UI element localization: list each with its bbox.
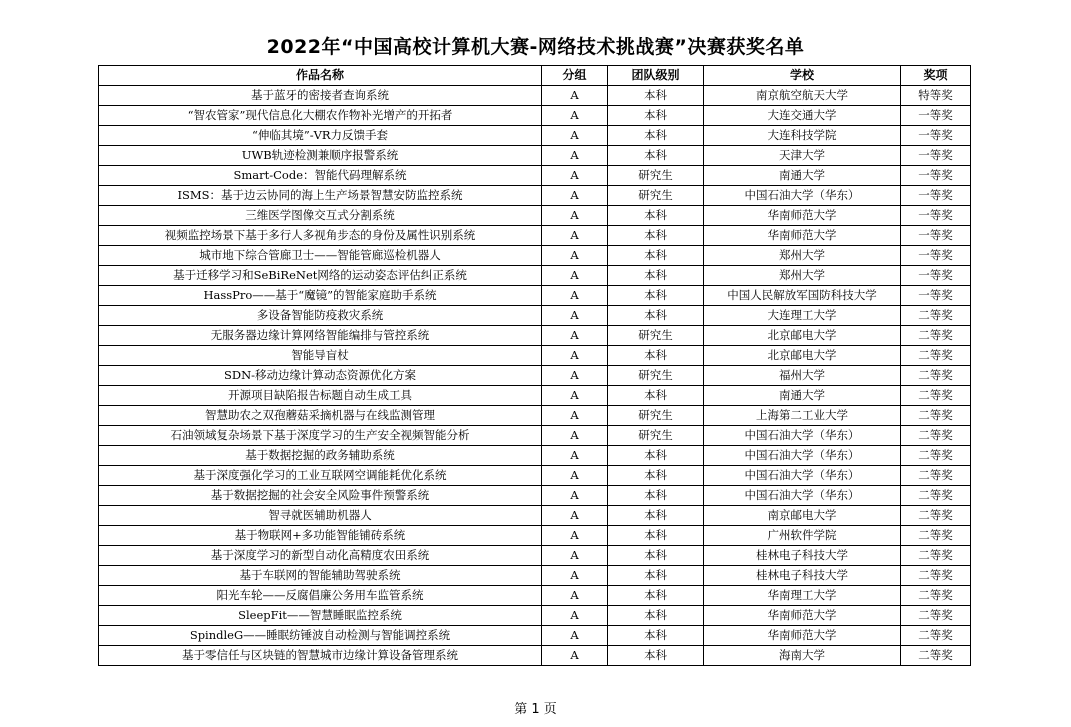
group-cell: A bbox=[542, 566, 608, 586]
award-cell: 特等奖 bbox=[901, 86, 971, 106]
award-cell: 一等奖 bbox=[901, 166, 971, 186]
school-cell: 南京航空航天大学 bbox=[704, 86, 901, 106]
award-cell: 二等奖 bbox=[901, 646, 971, 666]
project-name-cell: 无服务器边缘计算网络智能编排与管控系统 bbox=[99, 326, 542, 346]
table-row bbox=[99, 126, 971, 146]
awards-table bbox=[98, 65, 971, 666]
group-cell: A bbox=[542, 326, 608, 346]
table-row bbox=[99, 306, 971, 326]
school-cell: 中国石油大学（华东） bbox=[704, 446, 901, 466]
team-level-cell: 本科 bbox=[608, 306, 704, 326]
school-cell: 桂林电子科技大学 bbox=[704, 566, 901, 586]
header-team-level: 团队级别 bbox=[608, 66, 704, 86]
group-cell: A bbox=[542, 306, 608, 326]
award-cell: 二等奖 bbox=[901, 626, 971, 646]
team-level-cell: 本科 bbox=[608, 566, 704, 586]
school-cell: 华南师范大学 bbox=[704, 606, 901, 626]
award-cell: 一等奖 bbox=[901, 126, 971, 146]
award-cell: 二等奖 bbox=[901, 406, 971, 426]
award-cell: 二等奖 bbox=[901, 306, 971, 326]
award-cell: 一等奖 bbox=[901, 246, 971, 266]
school-cell: 海南大学 bbox=[704, 646, 901, 666]
project-name-cell: 多设备智能防疫救灾系统 bbox=[99, 306, 542, 326]
table-row bbox=[99, 146, 971, 166]
group-cell: A bbox=[542, 606, 608, 626]
group-cell: A bbox=[542, 526, 608, 546]
table-row bbox=[99, 346, 971, 366]
team-level-cell: 研究生 bbox=[608, 186, 704, 206]
group-cell: A bbox=[542, 446, 608, 466]
group-cell: A bbox=[542, 286, 608, 306]
project-name-cell: UWB轨迹检测兼顺序报警系统 bbox=[99, 146, 542, 166]
group-cell: A bbox=[542, 266, 608, 286]
award-cell: 二等奖 bbox=[901, 366, 971, 386]
team-level-cell: 研究生 bbox=[608, 426, 704, 446]
group-cell: A bbox=[542, 226, 608, 246]
school-cell: 华南师范大学 bbox=[704, 626, 901, 646]
group-cell: A bbox=[542, 166, 608, 186]
team-level-cell: 本科 bbox=[608, 226, 704, 246]
school-cell: 大连交通大学 bbox=[704, 106, 901, 126]
school-cell: 华南师范大学 bbox=[704, 206, 901, 226]
group-cell: A bbox=[542, 646, 608, 666]
table-row bbox=[99, 566, 971, 586]
table-row bbox=[99, 646, 971, 666]
award-cell: 二等奖 bbox=[901, 546, 971, 566]
team-level-cell: 研究生 bbox=[608, 326, 704, 346]
project-name-cell: 基于蓝牙的密接者查询系统 bbox=[99, 86, 542, 106]
table-row bbox=[99, 226, 971, 246]
award-cell: 一等奖 bbox=[901, 266, 971, 286]
team-level-cell: 本科 bbox=[608, 126, 704, 146]
project-name-cell: 基于迁移学习和SeBiReNet网络的运动姿态评估纠正系统 bbox=[99, 266, 542, 286]
project-name-cell: 视频监控场景下基于多行人多视角步态的身份及属性识别系统 bbox=[99, 226, 542, 246]
header-school: 学校 bbox=[704, 66, 901, 86]
school-cell: 郑州大学 bbox=[704, 266, 901, 286]
header-group: 分组 bbox=[542, 66, 608, 86]
project-name-cell: “伸临其境”-VR力反馈手套 bbox=[99, 126, 542, 146]
table-row bbox=[99, 426, 971, 446]
school-cell: 中国石油大学（华东） bbox=[704, 486, 901, 506]
school-cell: 天津大学 bbox=[704, 146, 901, 166]
award-cell: 二等奖 bbox=[901, 446, 971, 466]
team-level-cell: 本科 bbox=[608, 586, 704, 606]
team-level-cell: 本科 bbox=[608, 266, 704, 286]
school-cell: 郑州大学 bbox=[704, 246, 901, 266]
project-name-cell: 阳光车轮——反腐倡廉公务用车监管系统 bbox=[99, 586, 542, 606]
group-cell: A bbox=[542, 346, 608, 366]
table-row bbox=[99, 606, 971, 626]
project-name-cell: 城市地下综合管廊卫士——智能管廊巡检机器人 bbox=[99, 246, 542, 266]
award-cell: 一等奖 bbox=[901, 186, 971, 206]
award-cell: 一等奖 bbox=[901, 206, 971, 226]
table-row bbox=[99, 106, 971, 126]
team-level-cell: 本科 bbox=[608, 446, 704, 466]
table-header-row bbox=[99, 66, 971, 86]
award-cell: 二等奖 bbox=[901, 386, 971, 406]
award-cell: 二等奖 bbox=[901, 566, 971, 586]
school-cell: 南通大学 bbox=[704, 386, 901, 406]
school-cell: 桂林电子科技大学 bbox=[704, 546, 901, 566]
team-level-cell: 本科 bbox=[608, 146, 704, 166]
group-cell: A bbox=[542, 146, 608, 166]
team-level-cell: 本科 bbox=[608, 646, 704, 666]
group-cell: A bbox=[542, 426, 608, 446]
team-level-cell: 本科 bbox=[608, 606, 704, 626]
group-cell: A bbox=[542, 86, 608, 106]
school-cell: 南京邮电大学 bbox=[704, 506, 901, 526]
school-cell: 大连科技学院 bbox=[704, 126, 901, 146]
group-cell: A bbox=[542, 206, 608, 226]
team-level-cell: 本科 bbox=[608, 106, 704, 126]
table-row bbox=[99, 186, 971, 206]
award-cell: 二等奖 bbox=[901, 466, 971, 486]
table-row bbox=[99, 366, 971, 386]
table-row bbox=[99, 206, 971, 226]
table-row bbox=[99, 506, 971, 526]
table-row bbox=[99, 166, 971, 186]
project-name-cell: 基于物联网+多功能智能铺砖系统 bbox=[99, 526, 542, 546]
school-cell: 南通大学 bbox=[704, 166, 901, 186]
project-name-cell: 基于深度强化学习的工业互联网空调能耗优化系统 bbox=[99, 466, 542, 486]
project-name-cell: 基于车联网的智能辅助驾驶系统 bbox=[99, 566, 542, 586]
team-level-cell: 本科 bbox=[608, 626, 704, 646]
table-body bbox=[99, 86, 971, 666]
team-level-cell: 本科 bbox=[608, 346, 704, 366]
project-name-cell: HassPro——基于“魔镜”的智能家庭助手系统 bbox=[99, 286, 542, 306]
project-name-cell: 开源项目缺陷报告标题自动生成工具 bbox=[99, 386, 542, 406]
award-cell: 一等奖 bbox=[901, 226, 971, 246]
project-name-cell: 智能导盲杖 bbox=[99, 346, 542, 366]
group-cell: A bbox=[542, 406, 608, 426]
school-cell: 北京邮电大学 bbox=[704, 326, 901, 346]
project-name-cell: 基于零信任与区块链的智慧城市边缘计算设备管理系统 bbox=[99, 646, 542, 666]
team-level-cell: 研究生 bbox=[608, 166, 704, 186]
school-cell: 中国石油大学（华东） bbox=[704, 466, 901, 486]
school-cell: 大连理工大学 bbox=[704, 306, 901, 326]
table-row bbox=[99, 326, 971, 346]
group-cell: A bbox=[542, 506, 608, 526]
table-row bbox=[99, 626, 971, 646]
school-cell: 福州大学 bbox=[704, 366, 901, 386]
group-cell: A bbox=[542, 366, 608, 386]
team-level-cell: 本科 bbox=[608, 526, 704, 546]
project-name-cell: SDN-移动边缘计算动态资源优化方案 bbox=[99, 366, 542, 386]
table-row bbox=[99, 586, 971, 606]
team-level-cell: 研究生 bbox=[608, 406, 704, 426]
award-cell: 一等奖 bbox=[901, 146, 971, 166]
table-row bbox=[99, 386, 971, 406]
school-cell: 华南师范大学 bbox=[704, 226, 901, 246]
table-row bbox=[99, 246, 971, 266]
project-name-cell: 石油领域复杂场景下基于深度学习的生产安全视频智能分析 bbox=[99, 426, 542, 446]
award-cell: 二等奖 bbox=[901, 586, 971, 606]
award-cell: 二等奖 bbox=[901, 606, 971, 626]
team-level-cell: 本科 bbox=[608, 206, 704, 226]
group-cell: A bbox=[542, 586, 608, 606]
project-name-cell: SpindleG——睡眠纺锤波自动检测与智能调控系统 bbox=[99, 626, 542, 646]
project-name-cell: 智慧助农之双孢蘑菇采摘机器与在线监测管理 bbox=[99, 406, 542, 426]
page-title: 2022年“中国高校计算机大赛-网络技术挑战赛”决赛获奖名单 bbox=[266, 36, 805, 58]
group-cell: A bbox=[542, 626, 608, 646]
award-cell: 一等奖 bbox=[901, 106, 971, 126]
project-name-cell: 基于数据挖掘的社会安全风险事件预警系统 bbox=[99, 486, 542, 506]
project-name-cell: 基于数据挖掘的政务辅助系统 bbox=[99, 446, 542, 466]
team-level-cell: 本科 bbox=[608, 506, 704, 526]
table-row bbox=[99, 286, 971, 306]
table-row bbox=[99, 486, 971, 506]
award-cell: 二等奖 bbox=[901, 346, 971, 366]
group-cell: A bbox=[542, 466, 608, 486]
award-cell: 二等奖 bbox=[901, 526, 971, 546]
award-cell: 一等奖 bbox=[901, 286, 971, 306]
school-cell: 广州软件学院 bbox=[704, 526, 901, 546]
project-name-cell: SleepFit——智慧睡眠监控系统 bbox=[99, 606, 542, 626]
school-cell: 中国人民解放军国防科技大学 bbox=[704, 286, 901, 306]
team-level-cell: 本科 bbox=[608, 546, 704, 566]
table-row bbox=[99, 446, 971, 466]
school-cell: 北京邮电大学 bbox=[704, 346, 901, 366]
project-name-cell: 智寻就医辅助机器人 bbox=[99, 506, 542, 526]
table-row bbox=[99, 86, 971, 106]
award-cell: 二等奖 bbox=[901, 506, 971, 526]
school-cell: 中国石油大学（华东） bbox=[704, 186, 901, 206]
award-cell: 二等奖 bbox=[901, 326, 971, 346]
group-cell: A bbox=[542, 106, 608, 126]
group-cell: A bbox=[542, 186, 608, 206]
header-project-name: 作品名称 bbox=[99, 66, 542, 86]
team-level-cell: 本科 bbox=[608, 246, 704, 266]
table-row bbox=[99, 466, 971, 486]
project-name-cell: “智农管家”现代信息化大棚农作物补光增产的开拓者 bbox=[99, 106, 542, 126]
group-cell: A bbox=[542, 386, 608, 406]
award-cell: 二等奖 bbox=[901, 426, 971, 446]
project-name-cell: 三维医学图像交互式分割系统 bbox=[99, 206, 542, 226]
table-row bbox=[99, 526, 971, 546]
project-name-cell: ISMS：基于边云协同的海上生产场景智慧安防监控系统 bbox=[99, 186, 542, 206]
table-row bbox=[99, 266, 971, 286]
team-level-cell: 本科 bbox=[608, 86, 704, 106]
team-level-cell: 本科 bbox=[608, 286, 704, 306]
project-name-cell: Smart-Code：智能代码理解系统 bbox=[99, 166, 542, 186]
table-row bbox=[99, 406, 971, 426]
team-level-cell: 本科 bbox=[608, 386, 704, 406]
group-cell: A bbox=[542, 486, 608, 506]
school-cell: 中国石油大学（华东） bbox=[704, 426, 901, 446]
team-level-cell: 研究生 bbox=[608, 366, 704, 386]
table-row bbox=[99, 546, 971, 566]
team-level-cell: 本科 bbox=[608, 466, 704, 486]
group-cell: A bbox=[542, 126, 608, 146]
group-cell: A bbox=[542, 546, 608, 566]
header-award: 奖项 bbox=[901, 66, 971, 86]
award-cell: 二等奖 bbox=[901, 486, 971, 506]
page-number: 第 1 页 bbox=[514, 702, 557, 717]
school-cell: 上海第二工业大学 bbox=[704, 406, 901, 426]
project-name-cell: 基于深度学习的新型自动化高精度农田系统 bbox=[99, 546, 542, 566]
school-cell: 华南理工大学 bbox=[704, 586, 901, 606]
team-level-cell: 本科 bbox=[608, 486, 704, 506]
group-cell: A bbox=[542, 246, 608, 266]
